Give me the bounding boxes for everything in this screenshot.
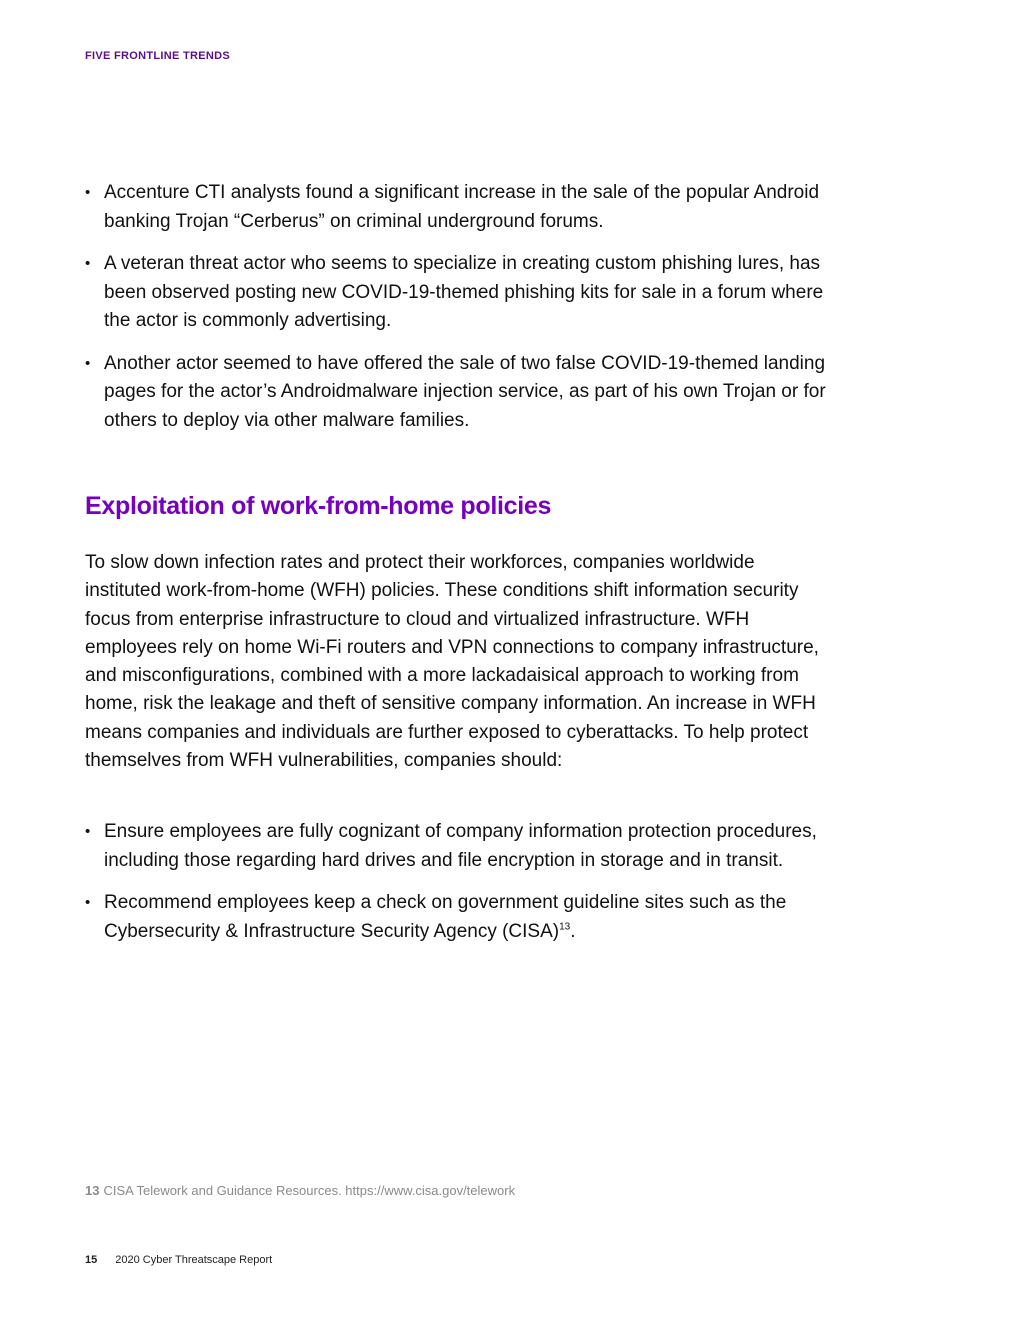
page-number: 15 [85,1254,98,1266]
list-item-text: Another actor seemed to have offered the sale of two false COVID-19-themed landing pages for the actor’s Androidmalware injection service, as part of his own Trojan or for others to deploy via other malware families. [104,352,826,431]
bullet-list-recommendations [85,818,845,960]
bullet-icon: • [85,184,91,201]
list-item-text: Recommend employees keep a check on government guideline sites such as the Cybersecurity & Infrastructure Security Agency (CISA) [104,892,787,942]
body-paragraph: To slow down infection rates and protect their workforces, companies worldwide instituted work-from-home (WFH) policies. These conditions shift information security focus from enterprise infrastructure to cloud and virtualized infrastructure. WFH employees rely on home Wi-Fi routers and VPN connections to company infrastructure, and misconfigurations, combined with a more lackadaisical approach to working from home, risk the leakage and theft of sensitive company information. An increase in WFH means companies and individuals are further exposed to cyberattacks. To help protect themselves from WFH vulnerabilities, companies should: [85,552,819,772]
list-item-text: Accenture CTI analysts found a significant increase in the sale of the popular Android banking Trojan “Cerberus” on criminal underground forums. [104,182,820,232]
bullet-icon: • [85,823,91,840]
bullet-icon: • [85,354,91,372]
list-item [85,179,845,236]
bullet-list-top [85,179,845,449]
list-item-end: . [570,920,576,942]
list-item-text: A veteran threat actor who seems to specialize in creating custom phishing lures, has been observed posting new COVID-19-themed phishing kits for sale in a forum where the actor is commonly advertising. [104,253,824,331]
list-item-text: Ensure employees are fully cognizant of company information protection procedures, including those regarding hard drives and file encryption in storage and in transit. [104,821,817,871]
bullet-icon: • [85,255,91,272]
list-item [85,889,845,946]
footnote-reference[interactable]: 13 [559,921,571,933]
footnote [85,1183,515,1198]
list-item [85,250,845,336]
footnote-number: 13 [85,1183,100,1198]
section-heading: Exploitation of work-from-home policies [85,492,552,520]
page-footer [85,1254,272,1266]
footnote-text: CISA Telework and Guidance Resources. https://www.cisa.gov/telework [103,1183,516,1198]
bullet-icon: • [85,894,91,911]
list-item [85,818,845,875]
section-label: FIVE FRONTLINE TRENDS [85,50,231,62]
report-title: 2020 Cyber Threatscape Report [115,1254,273,1266]
list-item [85,350,845,436]
